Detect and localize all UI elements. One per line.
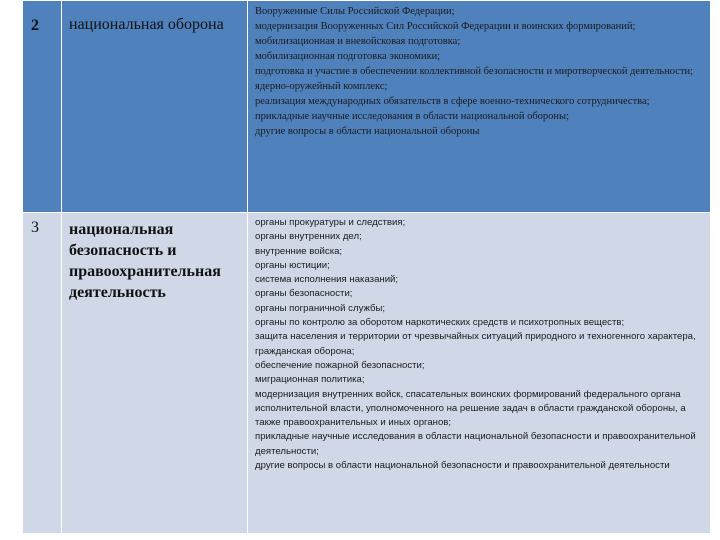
subsection-list: [255, 4, 706, 139]
list-item: прикладные научные исследования в области национальной обороны;: [255, 111, 570, 122]
list-item: другие вопросы в области национальной обороны: [255, 126, 480, 137]
table-row: [23, 1, 711, 213]
list-item: внутренние войска;: [255, 245, 343, 257]
section-number: 2: [23, 1, 62, 213]
list-item: мобилизационная подготовка экономики;: [255, 51, 441, 62]
list-item: модернизация Вооруженных Сил Российской Федерации и воинских формирований;: [255, 21, 636, 32]
table-row: [23, 213, 711, 534]
budget-sections-table: [22, 0, 711, 534]
list-item: реализация международных обязательств в сфере военно-технического сотрудничества;: [255, 96, 650, 107]
subsection-list-cell: [248, 213, 711, 534]
section-name: национальная безопасность и правоохранительная деятельность: [62, 213, 248, 534]
list-item: органы внутренних дел;: [255, 231, 362, 243]
list-item: органы прокуратуры и следствия;: [255, 217, 406, 228]
list-item: защита населения и территории от чрезвычайных ситуаций природного и техногенного характера, гражданская оборона;: [255, 331, 696, 357]
subsection-list-cell: [248, 1, 711, 213]
list-item: органы безопасности;: [255, 288, 353, 300]
list-item: обеспечение пожарной безопасности;: [255, 359, 425, 371]
list-item: органы юстиции;: [255, 259, 330, 271]
list-item: прикладные научные исследования в области национальной безопасности и правоохранительной деятельности;: [255, 431, 696, 457]
list-item: другие вопросы в области национальной безопасности и правоохранительной деятельности: [255, 460, 670, 472]
section-name: национальная оборона: [62, 1, 248, 213]
list-item: мобилизационная и вневойсковая подготовка;: [255, 36, 461, 47]
list-item: органы по контролю за оборотом наркотических средств и психотропных веществ;: [255, 317, 625, 329]
section-number: 3: [23, 213, 62, 534]
list-item: миграционная политика;: [255, 374, 365, 386]
list-item: подготовка и участие в обеспечении коллективной безопасности и миротворческой деятельности;: [255, 66, 694, 77]
list-item: модернизация внутренних войск, спасательных воинских формирований федерального органа исполнительной власти, уполномоченного на решение задач в области гражданской обороны, а также правоохранительных и иных органов;: [255, 388, 686, 429]
list-item: ядерно-оружейный комплекс;: [255, 81, 388, 92]
list-item: органы пограничной службы;: [255, 302, 386, 314]
subsection-list: [255, 216, 706, 473]
list-item: система исполнения наказаний;: [255, 274, 399, 286]
list-item: Вооруженные Силы Российской Федерации;: [255, 6, 455, 17]
